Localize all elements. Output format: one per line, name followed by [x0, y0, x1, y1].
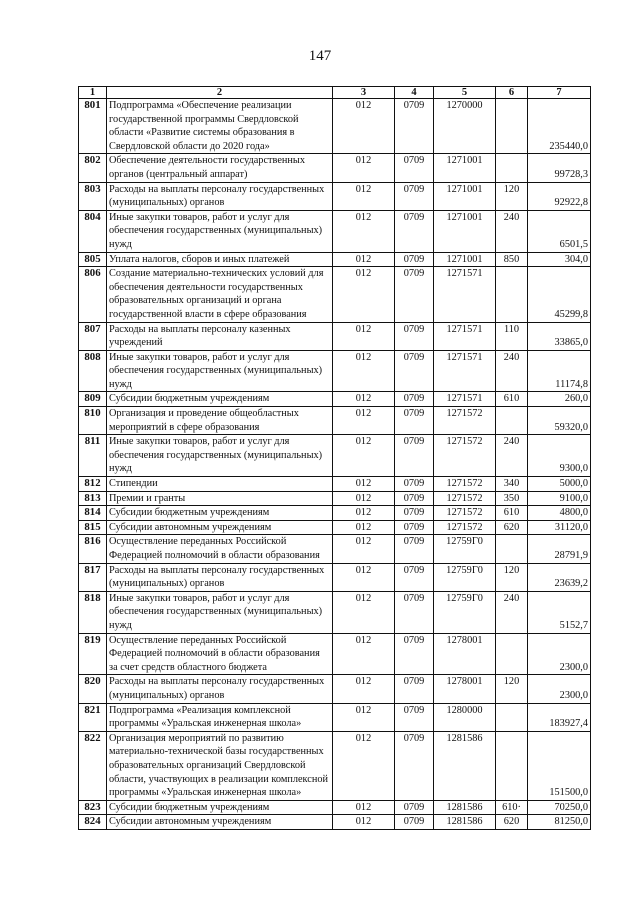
section-code-cell: 0709: [395, 633, 434, 675]
target-article-code-cell: 1271572: [434, 520, 496, 535]
expense-type-code-cell: 610: [496, 506, 528, 521]
table-row: [79, 407, 591, 435]
section-code-cell: 0709: [395, 435, 434, 477]
target-article-code-cell: 12759Г0: [434, 535, 496, 563]
row-number-cell: 812: [79, 477, 107, 492]
amount-cell: 92922,8: [528, 182, 591, 210]
target-article-code-cell: 1271571: [434, 392, 496, 407]
amount-cell: 4800,0: [528, 506, 591, 521]
amount-cell: 2300,0: [528, 633, 591, 675]
expense-type-code-cell: 620: [496, 520, 528, 535]
table-row: [79, 392, 591, 407]
grbs-code-cell: 012: [333, 210, 395, 252]
table-row: [79, 800, 591, 815]
row-number-cell: 810: [79, 407, 107, 435]
row-number-cell: 819: [79, 633, 107, 675]
expense-type-code-cell: [496, 535, 528, 563]
section-code-cell: 0709: [395, 210, 434, 252]
row-number-cell: 824: [79, 815, 107, 830]
grbs-code-cell: 012: [333, 800, 395, 815]
section-code-cell: 0709: [395, 815, 434, 830]
expense-type-code-cell: [496, 633, 528, 675]
grbs-code-cell: 012: [333, 182, 395, 210]
expense-type-code-cell: [496, 154, 528, 182]
table-row: [79, 675, 591, 703]
section-code-cell: 0709: [395, 182, 434, 210]
section-code-cell: 0709: [395, 154, 434, 182]
expense-name-cell: Субсидии автономным учреждениям: [107, 815, 333, 830]
table-row: [79, 435, 591, 477]
expense-name-cell: Иные закупки товаров, работ и услуг для обеспечения государственных (муниципальных) нужд: [107, 350, 333, 392]
row-number-cell: 813: [79, 491, 107, 506]
amount-cell: 5152,7: [528, 591, 591, 633]
expense-type-code-cell: [496, 99, 528, 154]
row-number-cell: 801: [79, 99, 107, 154]
grbs-code-cell: 012: [333, 703, 395, 731]
row-number-cell: 805: [79, 252, 107, 267]
target-article-code-cell: 1271571: [434, 267, 496, 322]
section-code-cell: 0709: [395, 563, 434, 591]
row-number-cell: 803: [79, 182, 107, 210]
amount-cell: 304,0: [528, 252, 591, 267]
target-article-code-cell: 1271001: [434, 182, 496, 210]
table-row: [79, 182, 591, 210]
row-number-cell: 818: [79, 591, 107, 633]
target-article-code-cell: 1281586: [434, 731, 496, 800]
expense-type-code-cell: 240: [496, 591, 528, 633]
section-code-cell: 0709: [395, 407, 434, 435]
expense-name-cell: Осуществление переданных Российской Федерацией полномочий в области образования за счет средств областного бюджета: [107, 633, 333, 675]
row-number-cell: 808: [79, 350, 107, 392]
page-number: 147: [308, 48, 332, 64]
table-row: [79, 154, 591, 182]
expense-type-code-cell: [496, 731, 528, 800]
row-number-cell: 822: [79, 731, 107, 800]
row-number-cell: 806: [79, 267, 107, 322]
table-row: [79, 535, 591, 563]
expense-type-code-cell: 350: [496, 491, 528, 506]
expense-type-code-cell: 240: [496, 435, 528, 477]
target-article-code-cell: 1271571: [434, 322, 496, 350]
expense-type-code-cell: 120: [496, 563, 528, 591]
table-row: [79, 477, 591, 492]
section-code-cell: 0709: [395, 491, 434, 506]
grbs-code-cell: 012: [333, 520, 395, 535]
section-code-cell: 0709: [395, 506, 434, 521]
amount-cell: 2300,0: [528, 675, 591, 703]
table-row: [79, 520, 591, 535]
expense-name-cell: Расходы на выплаты персоналу государственных (муниципальных) органов: [107, 563, 333, 591]
target-article-code-cell: 1271001: [434, 210, 496, 252]
target-article-code-cell: 12759Г0: [434, 563, 496, 591]
expense-name-cell: Стипендии: [107, 477, 333, 492]
expense-type-code-cell: 850: [496, 252, 528, 267]
grbs-code-cell: 012: [333, 435, 395, 477]
expense-name-cell: Субсидии бюджетным учреждениям: [107, 506, 333, 521]
section-code-cell: 0709: [395, 591, 434, 633]
amount-cell: 99728,3: [528, 154, 591, 182]
expense-type-code-cell: [496, 407, 528, 435]
expense-name-cell: Субсидии бюджетным учреждениям: [107, 800, 333, 815]
section-code-cell: 0709: [395, 252, 434, 267]
amount-cell: 151500,0: [528, 731, 591, 800]
section-code-cell: 0709: [395, 392, 434, 407]
grbs-code-cell: 012: [333, 491, 395, 506]
amount-cell: 9300,0: [528, 435, 591, 477]
grbs-code-cell: 012: [333, 675, 395, 703]
target-article-code-cell: 1278001: [434, 675, 496, 703]
expense-name-cell: Осуществление переданных Российской Федерацией полномочий в области образования: [107, 535, 333, 563]
grbs-code-cell: 012: [333, 815, 395, 830]
row-number-cell: 823: [79, 800, 107, 815]
expense-name-cell: Иные закупки товаров, работ и услуг для обеспечения государственных (муниципальных) нужд: [107, 435, 333, 477]
expense-name-cell: Расходы на выплаты персоналу казенных учреждений: [107, 322, 333, 350]
grbs-code-cell: 012: [333, 407, 395, 435]
amount-cell: 23639,2: [528, 563, 591, 591]
amount-cell: 31120,0: [528, 520, 591, 535]
section-code-cell: 0709: [395, 731, 434, 800]
amount-cell: 59320,0: [528, 407, 591, 435]
amount-cell: 9100,0: [528, 491, 591, 506]
grbs-code-cell: 012: [333, 392, 395, 407]
row-number-cell: 817: [79, 563, 107, 591]
amount-cell: 70250,0: [528, 800, 591, 815]
amount-cell: 11174,8: [528, 350, 591, 392]
target-article-code-cell: 1271571: [434, 350, 496, 392]
header-cell: 2: [107, 87, 333, 99]
section-code-cell: 0709: [395, 675, 434, 703]
grbs-code-cell: 012: [333, 633, 395, 675]
expense-type-code-cell: 240: [496, 350, 528, 392]
target-article-code-cell: 1271572: [434, 477, 496, 492]
target-article-code-cell: 1278001: [434, 633, 496, 675]
budget-table: [78, 86, 591, 830]
expense-name-cell: Подпрограмма «Обеспечение реализации государственной программы Свердловской области «Развитие системы образования в Свердловской области до 2020 года»: [107, 99, 333, 154]
expense-type-code-cell: 120: [496, 675, 528, 703]
row-number-cell: 804: [79, 210, 107, 252]
target-article-code-cell: 1270000: [434, 99, 496, 154]
table-body: [79, 99, 591, 830]
expense-type-code-cell: 110: [496, 322, 528, 350]
expense-name-cell: Создание материально-технических условий для обеспечения деятельности государственных образовательных организаций и органа государственной власти в сфере образования: [107, 267, 333, 322]
amount-cell: 28791,9: [528, 535, 591, 563]
target-article-code-cell: 1280000: [434, 703, 496, 731]
row-number-cell: 816: [79, 535, 107, 563]
expense-name-cell: Иные закупки товаров, работ и услуг для обеспечения государственных (муниципальных) нужд: [107, 210, 333, 252]
target-article-code-cell: 1271001: [434, 154, 496, 182]
target-article-code-cell: 1271001: [434, 252, 496, 267]
amount-cell: 235440,0: [528, 99, 591, 154]
table-row: [79, 350, 591, 392]
expense-type-code-cell: 340: [496, 477, 528, 492]
header-cell: 4: [395, 87, 434, 99]
table-row: [79, 703, 591, 731]
amount-cell: 33865,0: [528, 322, 591, 350]
section-code-cell: 0709: [395, 520, 434, 535]
table-row: [79, 491, 591, 506]
section-code-cell: 0709: [395, 535, 434, 563]
section-code-cell: 0709: [395, 350, 434, 392]
amount-cell: 6501,5: [528, 210, 591, 252]
expense-name-cell: Иные закупки товаров, работ и услуг для обеспечения государственных (муниципальных) нужд: [107, 591, 333, 633]
expense-type-code-cell: [496, 703, 528, 731]
grbs-code-cell: 012: [333, 563, 395, 591]
section-code-cell: 0709: [395, 800, 434, 815]
grbs-code-cell: 012: [333, 99, 395, 154]
row-number-cell: 802: [79, 154, 107, 182]
target-article-code-cell: 1271572: [434, 435, 496, 477]
target-article-code-cell: 1281586: [434, 815, 496, 830]
amount-cell: 260,0: [528, 392, 591, 407]
expense-name-cell: Организация и проведение общеобластных мероприятий в сфере образования: [107, 407, 333, 435]
expense-type-code-cell: 120: [496, 182, 528, 210]
grbs-code-cell: 012: [333, 731, 395, 800]
expense-name-cell: Подпрограмма «Реализация комплексной программы «Уральская инженерная школа»: [107, 703, 333, 731]
table-row: [79, 563, 591, 591]
expense-type-code-cell: 610·: [496, 800, 528, 815]
expense-name-cell: Премии и гранты: [107, 491, 333, 506]
expense-type-code-cell: 620: [496, 815, 528, 830]
section-code-cell: 0709: [395, 322, 434, 350]
grbs-code-cell: 012: [333, 350, 395, 392]
table-row: [79, 506, 591, 521]
target-article-code-cell: 12759Г0: [434, 591, 496, 633]
row-number-cell: 814: [79, 506, 107, 521]
table-row: [79, 815, 591, 830]
table-row: [79, 267, 591, 322]
table-row: [79, 322, 591, 350]
target-article-code-cell: 1271572: [434, 506, 496, 521]
grbs-code-cell: 012: [333, 535, 395, 563]
section-code-cell: 0709: [395, 99, 434, 154]
section-code-cell: 0709: [395, 267, 434, 322]
section-code-cell: 0709: [395, 703, 434, 731]
grbs-code-cell: 012: [333, 252, 395, 267]
expense-name-cell: Уплата налогов, сборов и иных платежей: [107, 252, 333, 267]
section-code-cell: 0709: [395, 477, 434, 492]
expense-name-cell: Субсидии бюджетным учреждениям: [107, 392, 333, 407]
target-article-code-cell: 1271572: [434, 407, 496, 435]
grbs-code-cell: 012: [333, 477, 395, 492]
expense-name-cell: Расходы на выплаты персоналу государственных (муниципальных) органов: [107, 182, 333, 210]
amount-cell: 5000,0: [528, 477, 591, 492]
expense-type-code-cell: 610: [496, 392, 528, 407]
row-number-cell: 821: [79, 703, 107, 731]
row-number-cell: 809: [79, 392, 107, 407]
amount-cell: 81250,0: [528, 815, 591, 830]
expense-name-cell: Субсидии автономным учреждениям: [107, 520, 333, 535]
table-row: [79, 252, 591, 267]
table-row: [79, 99, 591, 154]
header-row: [79, 87, 591, 99]
header-cell: 6: [496, 87, 528, 99]
expense-name-cell: Расходы на выплаты персоналу государственных (муниципальных) органов: [107, 675, 333, 703]
table-row: [79, 210, 591, 252]
table-row: [79, 731, 591, 800]
amount-cell: 183927,4: [528, 703, 591, 731]
grbs-code-cell: 012: [333, 322, 395, 350]
grbs-code-cell: 012: [333, 591, 395, 633]
amount-cell: 45299,8: [528, 267, 591, 322]
table-row: [79, 633, 591, 675]
expense-name-cell: Обеспечение деятельности государственных органов (центральный аппарат): [107, 154, 333, 182]
row-number-cell: 820: [79, 675, 107, 703]
table-row: [79, 591, 591, 633]
header-cell: 7: [528, 87, 591, 99]
target-article-code-cell: 1281586: [434, 800, 496, 815]
expense-type-code-cell: [496, 267, 528, 322]
grbs-code-cell: 012: [333, 154, 395, 182]
row-number-cell: 811: [79, 435, 107, 477]
header-cell: 3: [333, 87, 395, 99]
target-article-code-cell: 1271572: [434, 491, 496, 506]
row-number-cell: 815: [79, 520, 107, 535]
grbs-code-cell: 012: [333, 506, 395, 521]
row-number-cell: 807: [79, 322, 107, 350]
expense-name-cell: Организация мероприятий по развитию материально-технической базы государственных образовательных организаций Свердловской области, участвующих в реализации комплексной программы «Уральская инженерная школа»: [107, 731, 333, 800]
header-cell: 5: [434, 87, 496, 99]
expense-type-code-cell: 240: [496, 210, 528, 252]
grbs-code-cell: 012: [333, 267, 395, 322]
header-cell: 1: [79, 87, 107, 99]
